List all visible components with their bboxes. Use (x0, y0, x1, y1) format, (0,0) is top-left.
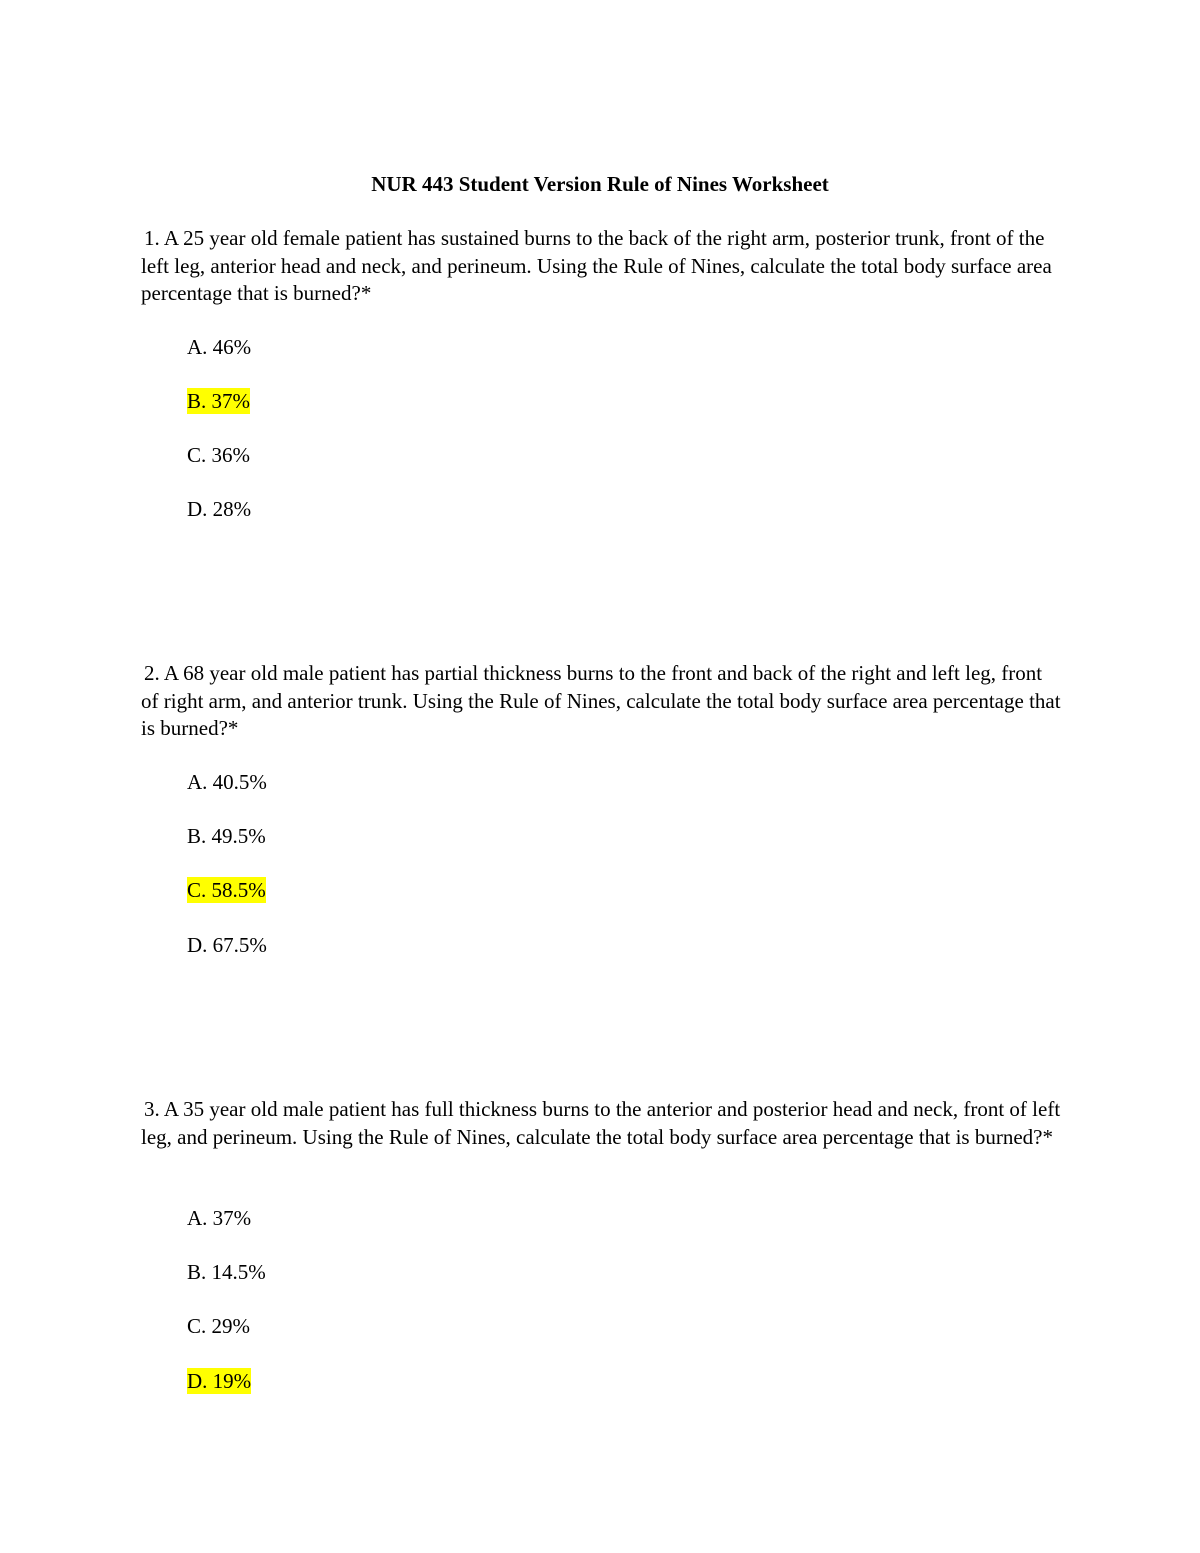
option-label: D. 67.5% (187, 933, 267, 957)
option-label: A. 46% (187, 335, 252, 359)
question-1 (141, 225, 1061, 308)
question-number: 3. (144, 1097, 160, 1121)
option-label: B. 14.5% (187, 1260, 266, 1284)
option-label: C. 29% (187, 1314, 250, 1338)
q2-option-d (187, 932, 267, 959)
question-text: A 68 year old male patient has partial thickness burns to the front and back of the right and left leg, front of right arm, and anterior trunk. Using the Rule of Nines, calculate the total body surface area percentage that is burned?* (141, 661, 1061, 740)
q1-option-b (187, 388, 250, 415)
option-label-highlighted: B. 37% (187, 389, 250, 413)
q3-option-d (187, 1368, 251, 1395)
q2-option-c (187, 877, 266, 904)
q1-option-c (187, 442, 250, 469)
q3-option-b (187, 1259, 266, 1286)
option-label: A. 37% (187, 1206, 252, 1230)
question-2 (141, 660, 1061, 743)
option-label: D. 28% (187, 497, 252, 521)
option-label-highlighted: C. 58.5% (187, 878, 266, 902)
page-title: NUR 443 Student Version Rule of Nines Worksheet (371, 172, 829, 196)
question-3 (141, 1096, 1061, 1151)
q1-option-d (187, 496, 251, 523)
q1-option-a (187, 334, 251, 361)
q2-option-a (187, 769, 267, 796)
question-text: A 25 year old female patient has sustained burns to the back of the right arm, posterior trunk, front of the left leg, anterior head and neck, and perineum. Using the Rule of Nines, calculate the total body surface area percentage that is burned?* (141, 226, 1052, 305)
q2-option-b (187, 823, 266, 850)
question-number: 1. (144, 226, 160, 250)
question-text: A 35 year old male patient has full thickness burns to the anterior and posterior head and neck, front of left leg, and perineum. Using the Rule of Nines, calculate the total body surface area percentage that is burned?* (141, 1097, 1061, 1149)
q3-option-a (187, 1205, 251, 1232)
question-number: 2. (144, 661, 160, 685)
option-label: A. 40.5% (187, 770, 267, 794)
option-label: B. 49.5% (187, 824, 266, 848)
option-label: C. 36% (187, 443, 250, 467)
q3-option-c (187, 1313, 250, 1340)
option-label-highlighted: D. 19% (187, 1369, 252, 1393)
